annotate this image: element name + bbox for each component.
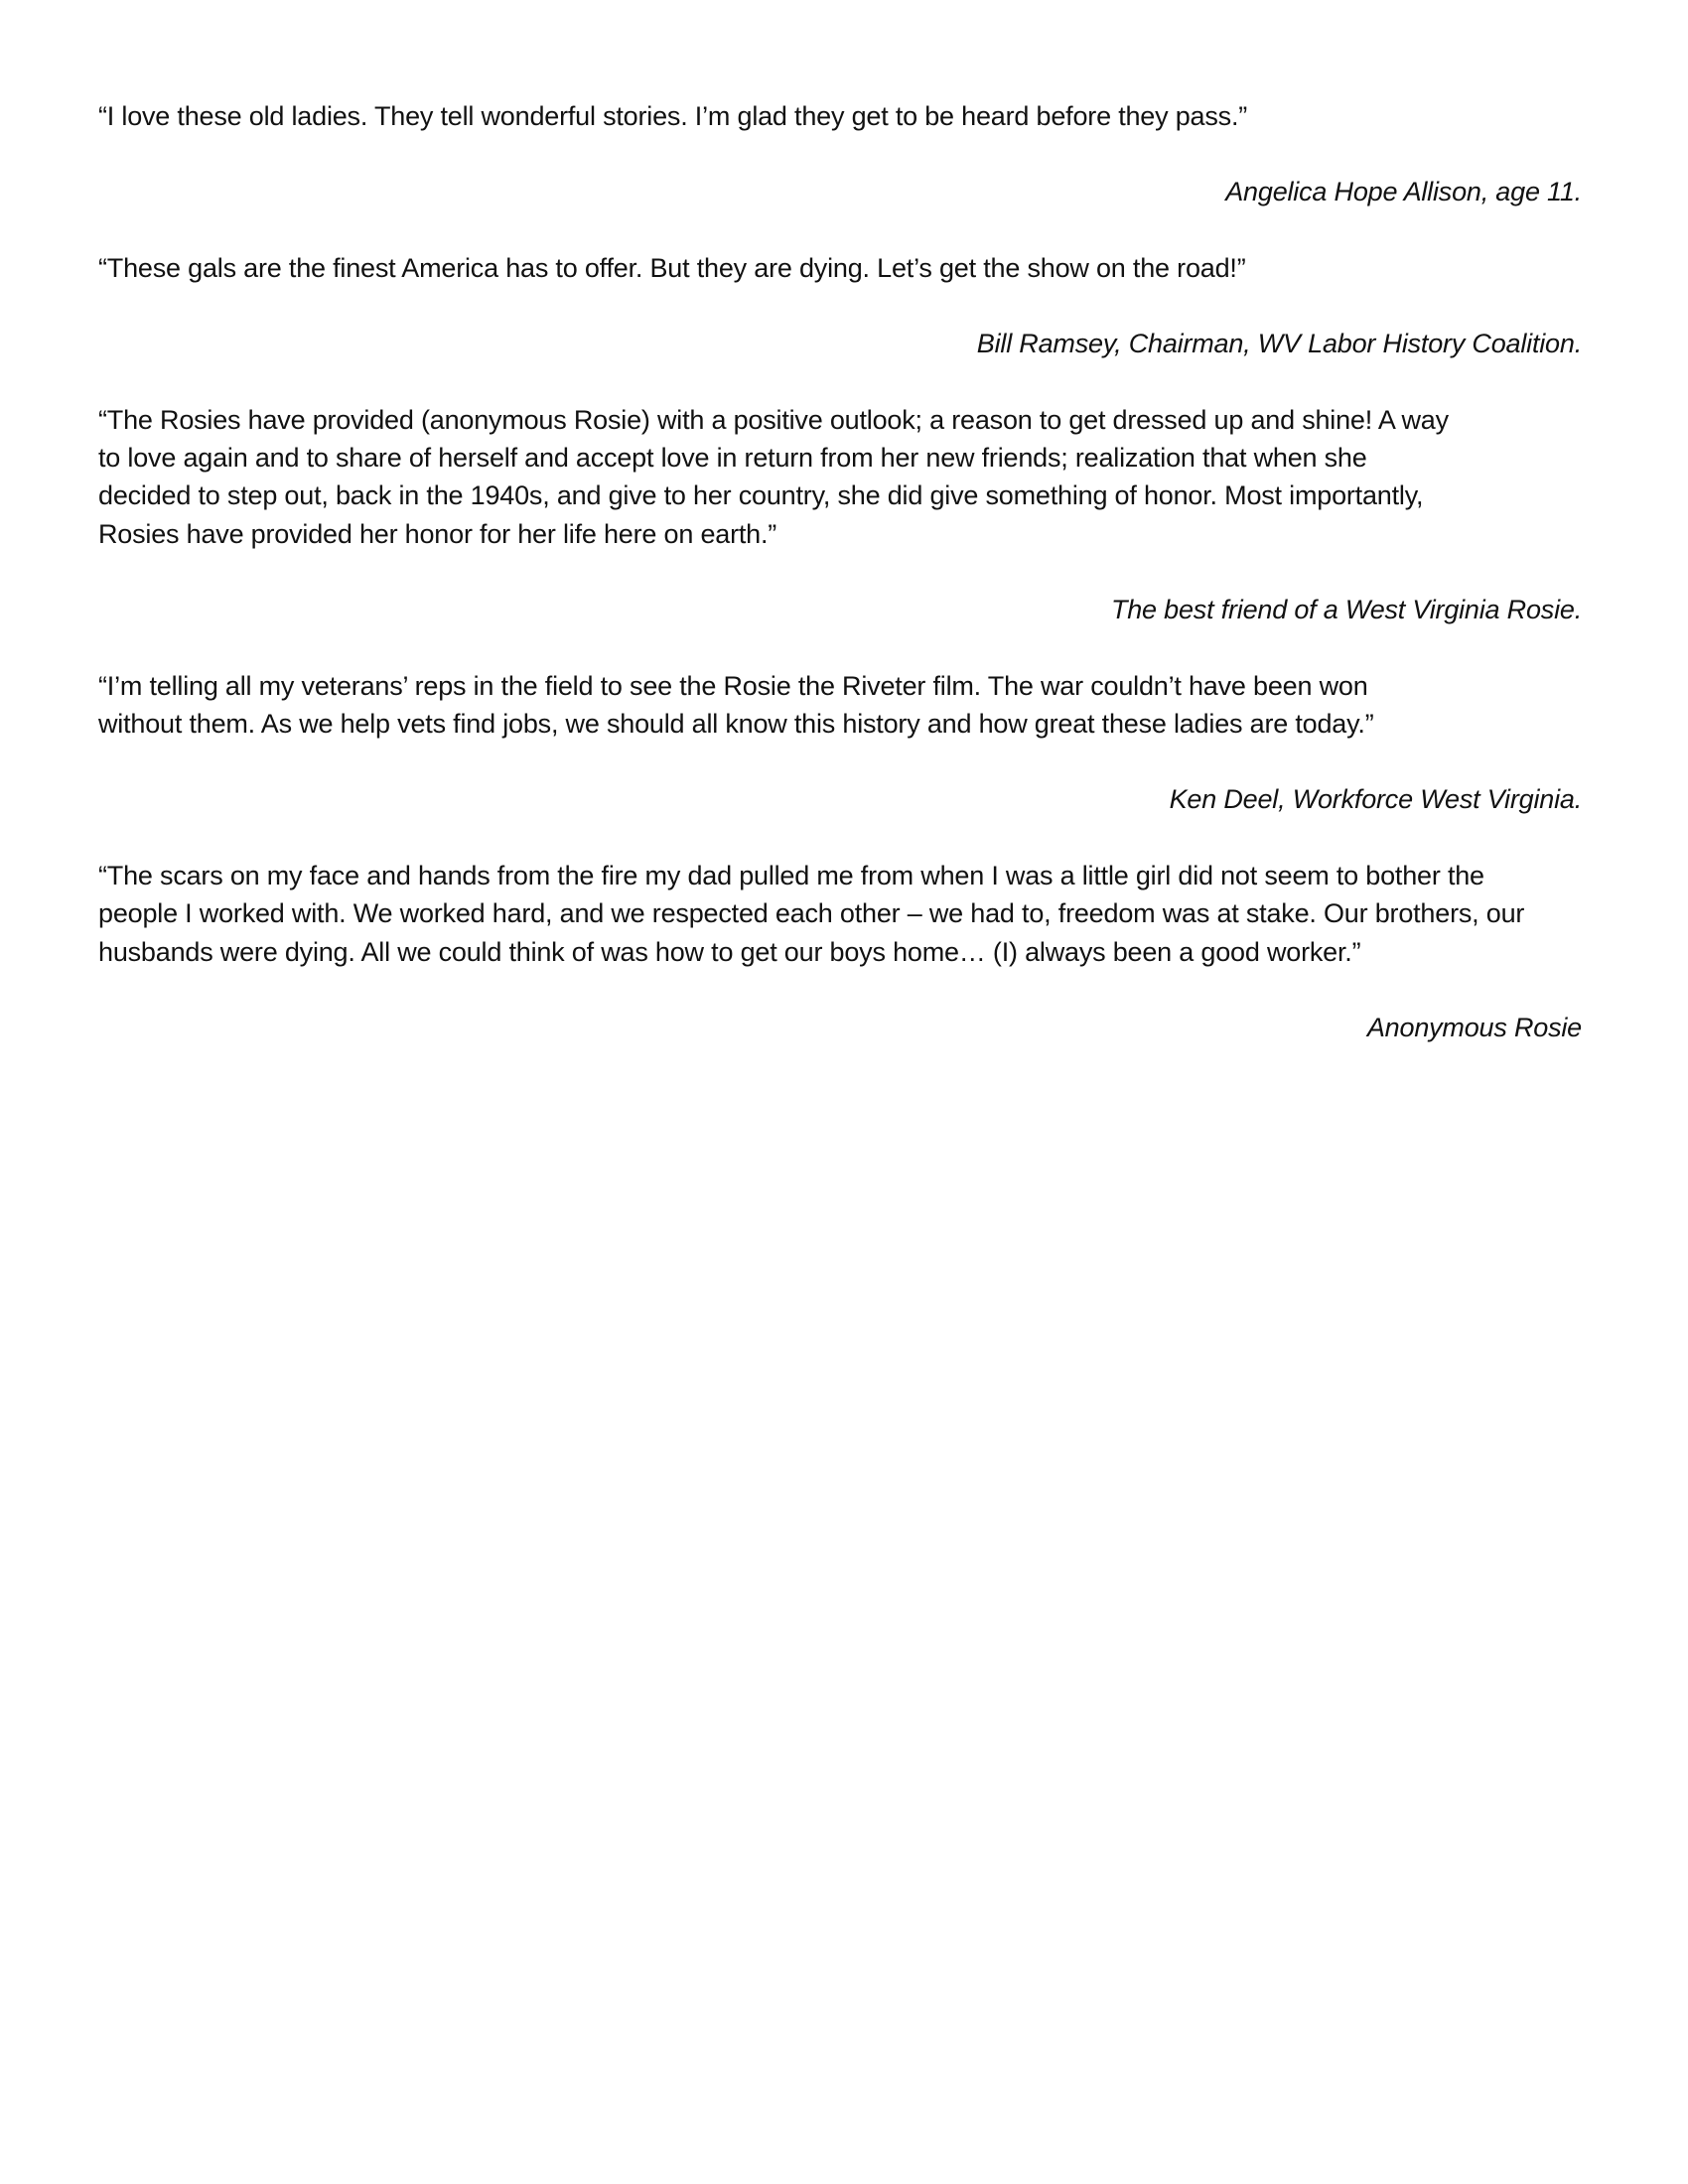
testimonial-5 [98,857,1582,1047]
testimonial-attribution: Angelica Hope Allison, age 11. [1225,177,1582,207]
testimonial-quote: “The scars on my face and hands from the fire my dad pulled me from when I was a little girl did not seem to bother the people I worked with. We worked hard, and we respected each other – we had to, freedom was at stake. Our brothers, our husbands were dying. All we could think of was how to get our boys home… (I) always been a good worker.” [98,860,1525,967]
testimonial-attribution: Bill Ramsey, Chairman, WV Labor History Coalition. [976,329,1582,359]
testimonial-3 [98,401,1582,629]
testimonial-quote: “The Rosies have provided (anonymous Rosie) with a positive outlook; a reason to get dressed up and shine! A way to love again and to share of herself and accept love in return from her new friends; realization that when she decided to step out, back in the 1940s, and give to her country, she did give something of honor. Most importantly, Rosies have provided her honor for her life here on earth.” [98,404,1449,549]
testimonial-quote: “I’m telling all my veterans’ reps in the field to see the Rosie the Riveter film. The war couldn’t have been won without them. As we help vets find jobs, we should all know this history and how great these ladies are today.” [98,670,1374,740]
testimonial-attribution: Anonymous Rosie [1366,1013,1582,1043]
testimonial-attribution: The best friend of a West Virginia Rosie. [1110,595,1582,625]
testimonial-1 [98,97,1582,211]
testimonial-attribution: Ken Deel, Workforce West Virginia. [1169,784,1582,815]
testimonial-2 [98,249,1582,363]
testimonials-list [98,97,1582,1085]
testimonial-quote: “I love these old ladies. They tell wonderful stories. I’m glad they get to be heard before they pass.” [98,101,1248,131]
testimonial-quote: “These gals are the finest America has to offer. But they are dying. Let’s get the show on the road!” [98,252,1246,283]
testimonial-4 [98,667,1582,819]
